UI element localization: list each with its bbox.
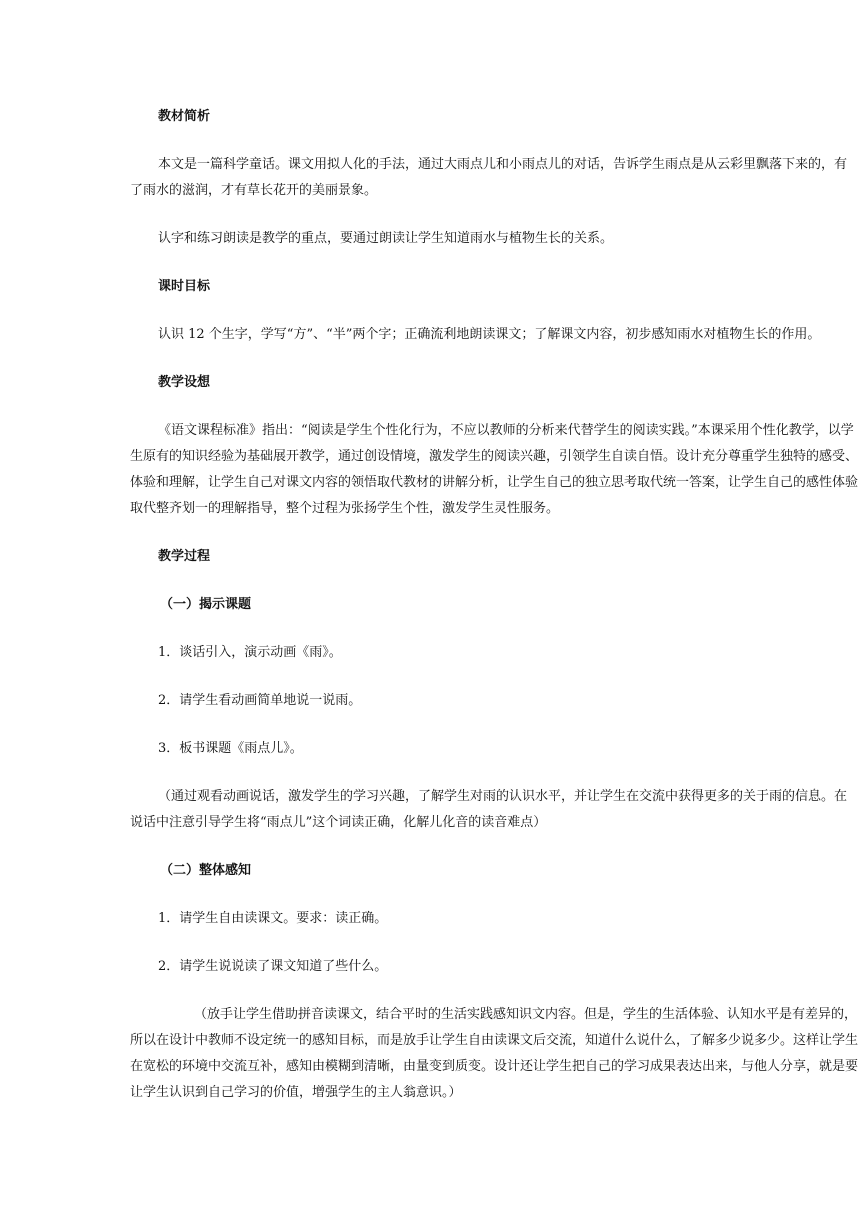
part1-note: （通过观看动画说话，激发学生的学习兴趣，了解学生对雨的认识水平，并让学生在交流中获得更多的关于雨的信息。在说话中注意引导学生将“雨点儿”这个词读正确，化解儿化音的读音难点） — [130, 789, 848, 830]
part1-item-2: 2．请学生看动画简单地说一说雨。 — [158, 693, 362, 708]
section-heading-analysis: 教材简析 — [158, 109, 211, 124]
goals-paragraph: 认识 12 个生字，学写“方”、“半”两个字；正确流利地朗读课文；了解课文内容，初步感知雨水对植物生长的作用。 — [158, 327, 821, 342]
section-heading-process: 教学过程 — [158, 549, 211, 564]
part1-item-3: 3．板书课题《雨点儿》。 — [158, 741, 303, 756]
design-paragraph: 《语文课程标准》指出：“阅读是学生个性化行为，不应以教师的分析来代替学生的阅读实践。”本课采用个性化教学，以学生原有的知识经验为基础展开教学，通过创设情境，激发学生的阅读兴趣，引领学生自读自悟。设计充分尊重学生独特的感受、体验和理解，让学生自己对课文内容的领悟取代教材的讲解分析，让学生自己的独立思考取代统一答案，让学生自己的感性体验取代整齐划一的理解指导，整个过程为张扬学生个性，激发学生灵性服务。 — [130, 423, 859, 516]
analysis-paragraph-1: 本文是一篇科学童话。课文用拟人化的手法，通过大雨点儿和小雨点儿的对话，告诉学生雨点是从云彩里飘落下来的，有了雨水的滋润，才有草长花开的美丽景象。 — [130, 157, 848, 198]
part2-heading: （二）整体感知 — [160, 863, 252, 878]
section-heading-goals: 课时目标 — [158, 279, 211, 294]
document-body — [130, 104, 858, 1106]
part2-item-1: 1．请学生自由读课文。要求：读正确。 — [158, 911, 388, 926]
part1-item-1: 1．谈话引入，演示动画《雨》。 — [158, 645, 342, 660]
analysis-paragraph-2: 认字和练习朗读是教学的重点，要通过朗读让学生知道雨水与植物生长的关系。 — [158, 231, 614, 246]
part1-heading: （一）揭示课题 — [160, 597, 252, 612]
part2-note: （放手让学生借助拼音读课文，结合平时的生活实践感知识文内容。但是，学生的生活体验、认知水平是有差异的，所以在设计中教师不设定统一的感知目标，而是放手让学生自由读课文后交流，知道什么说什么，了解多少说多少。这样让学生在宽松的环境中交流互补，感知由模糊到清晰，由量变到质变。设计还让学生把自己的学习成果表达出来，与他人分享，就是要让学生认识到自己学习的价值，增强学生的主人翁意识。） — [130, 1007, 859, 1100]
section-heading-design: 教学设想 — [158, 375, 211, 390]
part2-item-2: 2．请学生说说读了课文知道了些什么。 — [158, 959, 388, 974]
